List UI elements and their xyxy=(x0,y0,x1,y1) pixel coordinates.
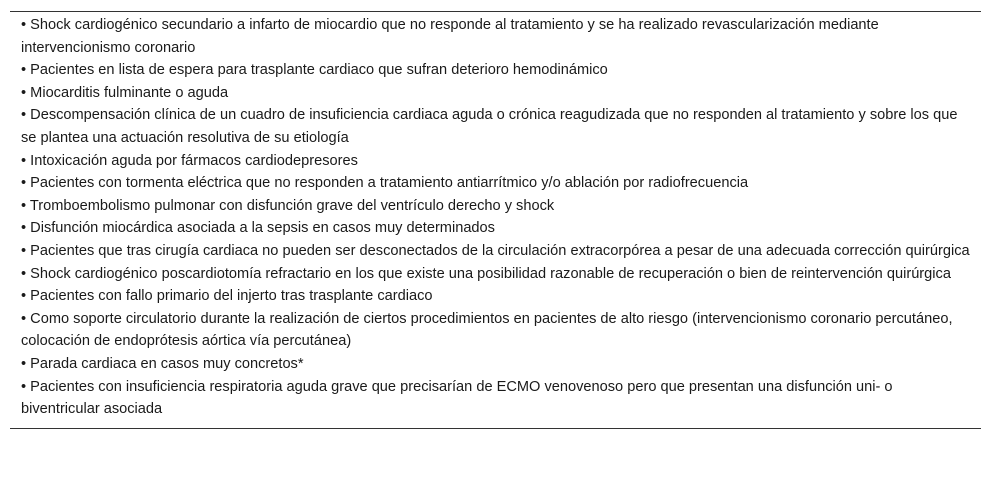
list-item: • Descompensación clínica de un cuadro de insuficiencia cardiaca aguda o crónica reagudizada que no responden al tratamiento y sobre los que se plantea una actuación resolutiva de su etiología xyxy=(21,107,958,146)
list-item: • Disfunción miocárdica asociada a la sepsis en casos muy determinados xyxy=(21,220,495,237)
list-item: • Shock cardiogénico poscardiotomía refractario en los que existe una posibilidad razonable de recuperación o bien de reintervención quirúrgica xyxy=(21,265,951,282)
list-item: • Miocarditis fulminante o aguda xyxy=(21,84,229,101)
list-item: • Pacientes con tormenta eléctrica que no responden a tratamiento antiarrítmico y/o ablación por radiofrecuencia xyxy=(21,175,749,192)
list-item: • Pacientes con insuficiencia respiratoria aguda grave que precisarían de ECMO venovenoso pero que presentan una disfunción uni- o biventricular asociada xyxy=(21,378,893,418)
list-item: • Pacientes que tras cirugía cardiaca no pueden ser desconectados de la circulación extracorpórea a pesar de una adecuada corrección quirúrgica xyxy=(21,242,970,259)
table-cell xyxy=(10,12,981,428)
list-item: • Tromboembolismo pulmonar con disfunción grave del ventrículo derecho y shock xyxy=(21,197,555,214)
list-item: • Shock cardiogénico secundario a infarto de miocardio que no responde al tratamiento y se ha realizado revascularización mediante intervencionismo coronario xyxy=(21,17,879,56)
list-item: • Pacientes con fallo primario del injerto tras trasplante cardiaco xyxy=(21,288,433,305)
indications-table xyxy=(10,11,981,429)
list-item: • Intoxicación aguda por fármacos cardiodepresores xyxy=(21,152,358,169)
list-item: • Parada cardiaca en casos muy concretos* xyxy=(21,355,304,372)
list-item: • Pacientes en lista de espera para trasplante cardiaco que sufran deterioro hemodinámico xyxy=(21,62,608,79)
list-item: • Como soporte circulatorio durante la realización de ciertos procedimientos en pacientes de alto riesgo (intervencionismo coronario percutáneo, colocación de endoprótesis aórtica vía percutánea) xyxy=(21,310,953,350)
